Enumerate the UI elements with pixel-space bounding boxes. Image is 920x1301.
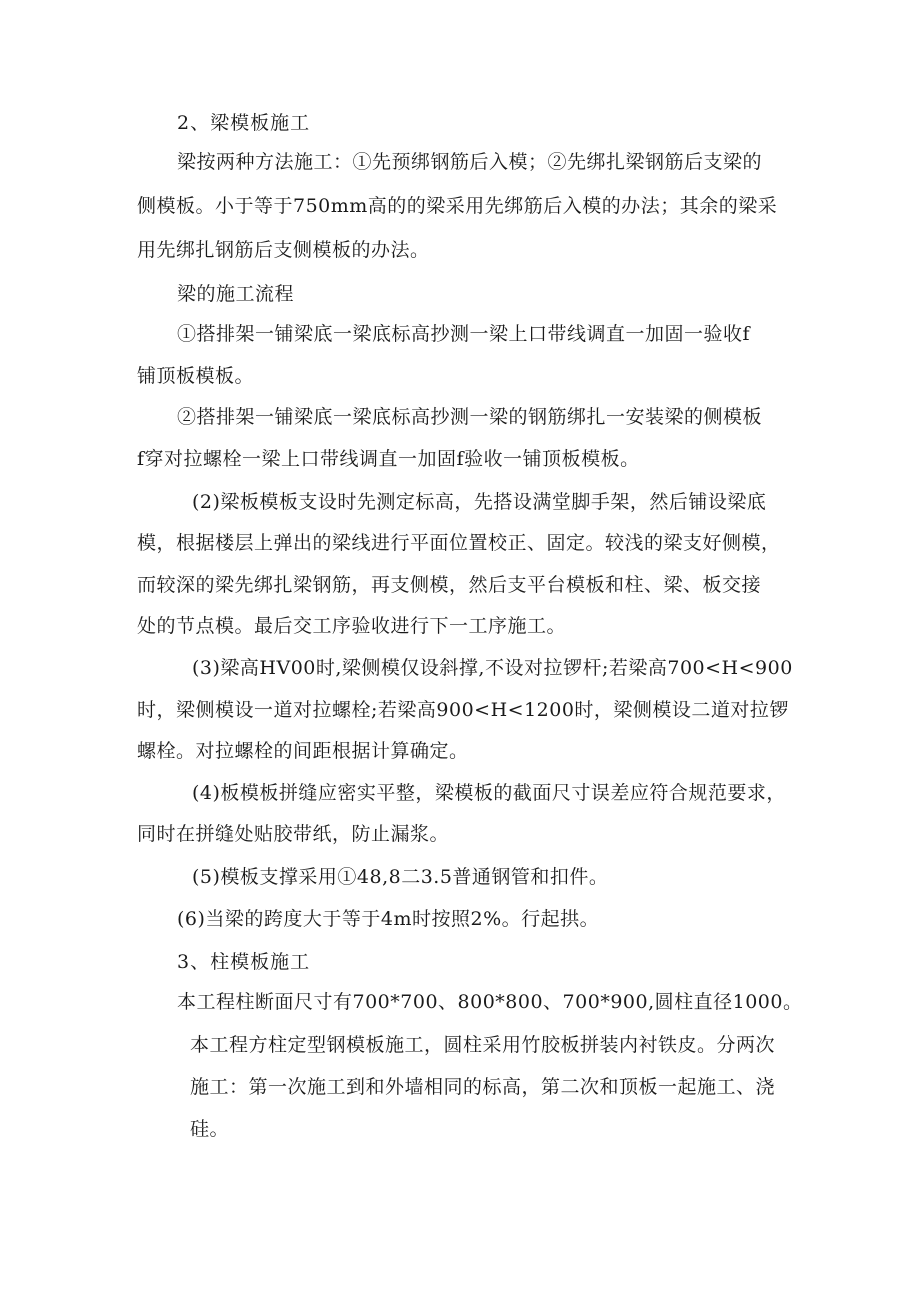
item-2-line-1: (2)梁板模板支设时先测定标高，先搭设满堂脚手架，然后铺设梁底 [192, 491, 767, 513]
beam-flow-1-line-2: 铺顶板模板。 [137, 365, 255, 387]
item-4-line-2: 同时在拼缝处贴胶带纸，防止漏浆。 [137, 823, 450, 845]
item-2-line-4: 处的节点模。最后交工序验收进行下一工序施工。 [137, 615, 567, 637]
beam-flow-title: 梁的施工流程 [177, 283, 295, 305]
section-2-intro-line-1: 梁按两种方法施工：①先预绑钢筋后入模；②先绑扎梁钢筋后支梁的 [177, 151, 763, 173]
item-4-line-1: (4)板模板拼缝应密实平整，梁模板的截面尺寸误差应符合规范要求， [192, 782, 786, 804]
item-3-line-3: 螺栓。对拉螺栓的间距根据计算确定。 [137, 740, 469, 762]
item-5: (5)模板支撑采用①48,8二3.5普通钢管和扣件。 [192, 866, 609, 888]
beam-flow-2-line-1: ②搭排架一铺梁底一梁底标高抄测一梁的钢筋绑扎一安装梁的侧模板 [177, 406, 763, 428]
section-2-intro-line-3: 用先绑扎钢筋后支侧模板的办法。 [137, 239, 430, 261]
section-2-heading: 2、梁模板施工 [177, 112, 311, 134]
beam-flow-2-line-2: f穿对拉螺栓一梁上口带线调直一加固f验收一铺顶板模板。 [137, 448, 640, 470]
section-3-method-line-1: 本工程方柱定型钢模板施工，圆柱采用竹胶板拼装内衬铁皮。分两次 [190, 1034, 776, 1056]
item-2-line-2: 模，根据楼层上弹出的梁线进行平面位置校正、固定。较浅的梁支好侧模， [137, 532, 781, 554]
item-3-line-2: 时，梁侧模设一道对拉螺栓;若梁高900<H<1200时，梁侧模设二道对拉锣 [137, 699, 789, 721]
section-3-method-line-2: 施工：第一次施工到和外墙相同的标高，第二次和顶板一起施工、浇 [190, 1076, 776, 1098]
item-2-line-3: 而较深的梁先绑扎梁钢筋，再支侧模，然后支平台模板和柱、梁、板交接 [137, 574, 762, 596]
section-3-sizes: 本工程柱断面尺寸有700*700、800*800、700*900,圆柱直径1000。 [177, 991, 803, 1013]
item-6: (6)当梁的跨度大于等于4m时按照2%。行起拱。 [177, 908, 600, 930]
section-2-intro-line-2: 侧模板。小于等于750mm高的的梁采用先绑筋后入模的办法；其余的梁采 [137, 195, 778, 217]
item-3-line-1: (3)梁高HV00时,梁侧模仅设斜撑,不设对拉锣杆;若梁高700<H<900 [192, 657, 793, 679]
section-3-heading: 3、柱模板施工 [177, 951, 311, 973]
section-3-method-line-3: 硅。 [190, 1118, 230, 1140]
beam-flow-1-line-1: ①搭排架一铺梁底一梁底标高抄测一梁上口带线调直一加固一验收f [177, 323, 751, 345]
